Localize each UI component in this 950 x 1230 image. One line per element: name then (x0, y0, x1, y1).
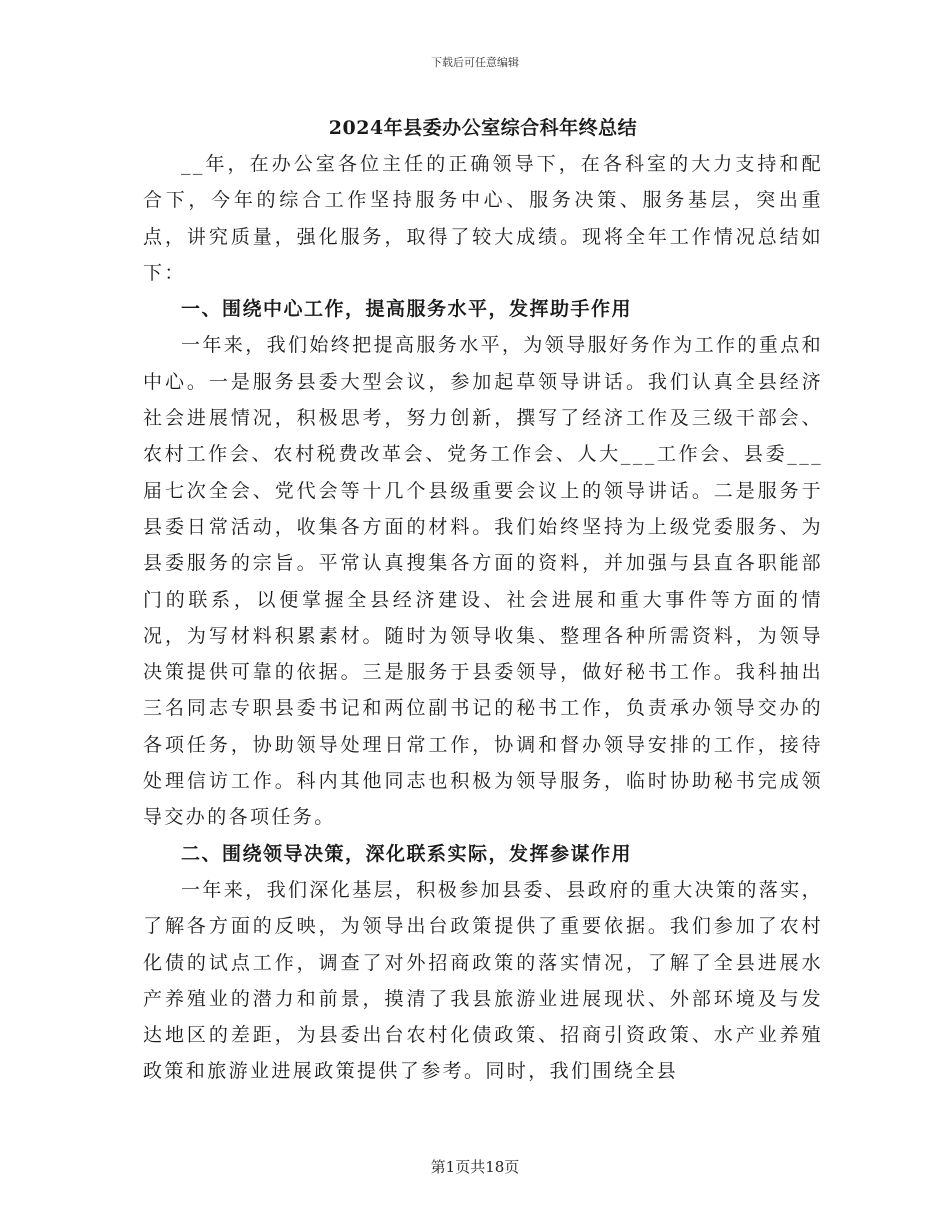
page-number: 第1页共18页 (430, 1158, 520, 1176)
page-header-note: 下载后可任意编辑 (431, 56, 519, 69)
document-title: 2024年县委办公室综合科年终总结 (328, 117, 638, 139)
intro-paragraph: __年，在办公室各位主任的正确领导下，在各科室的大力支持和配合下，今年的综合工作坚持服务中心、服务决策、服务基层，突出重点，讲究质量，强化服务，取得了较大成绩。现将全年工作情况总结如下： (143, 153, 823, 284)
section-2-paragraph: 一年来，我们深化基层，积极参加县委、县政府的重大决策的落实，了解各方面的反映，为领导出台政策提供了重要依据。我们参加了农村化债的试点工作，调查了对外招商政策的落实情况，了解了全县进展水产养殖业的潜力和前景，摸清了我县旅游业进展现状、外部环境及与发达地区的差距，为县委出台农村化债政策、招商引资政策、水产业养殖政策和旅游业进展政策提供了参考。同时，我们围绕全县 (143, 878, 824, 1083)
section-1-paragraph: 一年来，我们始终把提高服务水平，为领导服好务作为工作的重点和中心。一是服务县委大型会议，参加起草领导讲话。我们认真全县经济社会进展情况，积极思考，努力创新，撰写了经济工作及三级干部会、农村工作会、农村税费改革会、党务工作会、人大___工作会、县委___届七次全会、党代会等十几个县级重要会议上的领导讲话。二是服务于县委日常活动，收集各方面的材料。我们始终坚持为上级党委服务、为县委服务的宗旨。平常认真搜集各方面的资料，并加强与县直各职能部门的联系，以便掌握全县经济建设、社会进展和重大事件等方面的情况，为写材料积累素材。随时为领导收集、整理各种所需资料，为领导决策提供可靠的依据。三是服务于县委领导，做好秘书工作。我科抽出三名同志专职县委书记和两位副书记的秘书工作，负责承办领导交办的各项任务，协助领导处理日常工作，协调和督办领导安排的工作，接待处理信访工作。科内其他同志也积极为领导服务，临时协助秘书完成领导交办的各项任务。 (143, 334, 824, 829)
section-1-heading: 一、围绕中心工作，提高服务水平，发挥助手作用 (181, 298, 633, 321)
document-body (143, 110, 823, 1090)
section-2-heading: 二、围绕领导决策，深化联系实际，发挥参谋作用 (181, 842, 633, 865)
